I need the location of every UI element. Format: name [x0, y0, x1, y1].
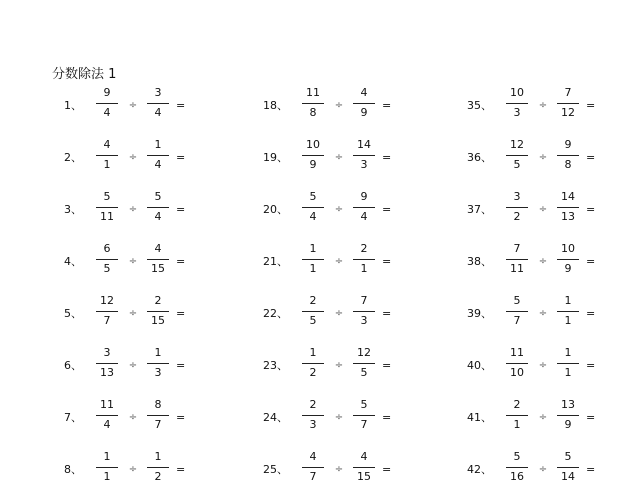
equals-sign: = [176, 203, 186, 216]
fraction-bar [147, 467, 169, 468]
numerator: 3 [154, 86, 162, 99]
fraction-bar [96, 259, 118, 260]
fraction-bar [302, 155, 324, 156]
denominator: 3 [360, 314, 368, 327]
dividend-fraction [300, 242, 326, 282]
fraction-bar [302, 311, 324, 312]
numerator: 11 [306, 86, 320, 99]
equals-sign: = [176, 359, 186, 372]
denominator: 3 [513, 106, 521, 119]
divisor-fraction [145, 346, 171, 386]
fraction-bar [96, 311, 118, 312]
denominator: 1 [103, 470, 111, 483]
problem-item [46, 294, 216, 334]
divide-sign: ÷ [334, 360, 344, 371]
numerator: 4 [309, 450, 317, 463]
numerator: 14 [561, 190, 575, 203]
dividend-fraction [504, 86, 530, 126]
divide-sign: ÷ [128, 152, 138, 163]
problem-number: 7、 [64, 411, 82, 424]
fraction-bar [96, 103, 118, 104]
dividend-fraction [94, 86, 120, 126]
fraction-bar [353, 467, 375, 468]
problem-number: 37、 [467, 203, 492, 216]
denominator: 3 [154, 366, 162, 379]
divide-sign: ÷ [538, 464, 548, 475]
problem-number: 23、 [263, 359, 288, 372]
problem-number: 36、 [467, 151, 492, 164]
equals-sign: = [586, 255, 596, 268]
denominator: 4 [103, 418, 111, 431]
problem-item [46, 138, 216, 178]
fraction-bar [557, 415, 579, 416]
denominator: 4 [154, 106, 162, 119]
divisor-fraction [555, 138, 581, 178]
denominator: 7 [309, 470, 317, 483]
problem-number: 5、 [64, 307, 82, 320]
numerator: 5 [513, 294, 521, 307]
divide-sign: ÷ [538, 152, 548, 163]
divide-sign: ÷ [538, 308, 548, 319]
numerator: 1 [154, 346, 162, 359]
fraction-bar [96, 363, 118, 364]
problem-number: 38、 [467, 255, 492, 268]
numerator: 5 [360, 398, 368, 411]
denominator: 7 [103, 314, 111, 327]
denominator: 16 [510, 470, 524, 483]
problem-item [456, 138, 626, 178]
divide-sign: ÷ [334, 256, 344, 267]
equals-sign: = [382, 99, 392, 112]
equals-sign: = [382, 359, 392, 372]
problem-item [46, 86, 216, 126]
problem-item [46, 190, 216, 230]
divide-sign: ÷ [538, 256, 548, 267]
divisor-fraction [351, 294, 377, 334]
denominator: 9 [564, 418, 572, 431]
fraction-bar [96, 207, 118, 208]
problem-item [456, 86, 626, 126]
fraction-bar [302, 415, 324, 416]
dividend-fraction [94, 190, 120, 230]
fraction-bar [506, 259, 528, 260]
numerator: 13 [561, 398, 575, 411]
denominator: 3 [360, 158, 368, 171]
divide-sign: ÷ [334, 308, 344, 319]
numerator: 10 [561, 242, 575, 255]
fraction-bar [557, 363, 579, 364]
equals-sign: = [176, 411, 186, 424]
dividend-fraction [94, 294, 120, 334]
divide-sign: ÷ [128, 100, 138, 111]
divisor-fraction [351, 450, 377, 490]
numerator: 2 [513, 398, 521, 411]
fraction-bar [96, 415, 118, 416]
problem-number: 6、 [64, 359, 82, 372]
denominator: 14 [561, 470, 575, 483]
dividend-fraction [300, 398, 326, 438]
problem-item [252, 294, 422, 334]
divisor-fraction [555, 450, 581, 490]
numerator: 11 [510, 346, 524, 359]
fraction-bar [302, 207, 324, 208]
denominator: 5 [309, 314, 317, 327]
denominator: 1 [309, 262, 317, 275]
numerator: 5 [103, 190, 111, 203]
divisor-fraction [145, 86, 171, 126]
denominator: 9 [360, 106, 368, 119]
problem-number: 35、 [467, 99, 492, 112]
divide-sign: ÷ [128, 256, 138, 267]
equals-sign: = [382, 203, 392, 216]
equals-sign: = [176, 463, 186, 476]
equals-sign: = [382, 411, 392, 424]
fraction-bar [96, 155, 118, 156]
divisor-fraction [351, 242, 377, 282]
problem-number: 39、 [467, 307, 492, 320]
numerator: 5 [309, 190, 317, 203]
denominator: 11 [100, 210, 114, 223]
problem-item [252, 450, 422, 490]
fraction-bar [557, 311, 579, 312]
denominator: 2 [309, 366, 317, 379]
numerator: 3 [103, 346, 111, 359]
denominator: 9 [564, 262, 572, 275]
dividend-fraction [94, 398, 120, 438]
divisor-fraction [555, 86, 581, 126]
fraction-bar [147, 311, 169, 312]
numerator: 9 [564, 138, 572, 151]
dividend-fraction [300, 450, 326, 490]
equals-sign: = [382, 307, 392, 320]
fraction-bar [96, 467, 118, 468]
problem-item [252, 398, 422, 438]
dividend-fraction [94, 346, 120, 386]
numerator: 4 [360, 86, 368, 99]
numerator: 5 [513, 450, 521, 463]
denominator: 5 [513, 158, 521, 171]
divide-sign: ÷ [128, 360, 138, 371]
problem-number: 4、 [64, 255, 82, 268]
denominator: 2 [513, 210, 521, 223]
divide-sign: ÷ [128, 204, 138, 215]
divide-sign: ÷ [538, 100, 548, 111]
divisor-fraction [555, 398, 581, 438]
fraction-bar [353, 363, 375, 364]
numerator: 10 [306, 138, 320, 151]
problem-item [456, 242, 626, 282]
equals-sign: = [586, 359, 596, 372]
fraction-bar [557, 467, 579, 468]
fraction-bar [302, 259, 324, 260]
numerator: 1 [564, 294, 572, 307]
numerator: 1 [154, 138, 162, 151]
divisor-fraction [145, 450, 171, 490]
numerator: 1 [309, 242, 317, 255]
denominator: 11 [510, 262, 524, 275]
denominator: 1 [564, 314, 572, 327]
denominator: 15 [151, 314, 165, 327]
fraction-bar [353, 103, 375, 104]
equals-sign: = [586, 307, 596, 320]
problem-item [46, 346, 216, 386]
dividend-fraction [504, 294, 530, 334]
equals-sign: = [586, 463, 596, 476]
problem-number: 24、 [263, 411, 288, 424]
problem-item [46, 242, 216, 282]
fraction-bar [506, 467, 528, 468]
equals-sign: = [586, 411, 596, 424]
problem-number: 1、 [64, 99, 82, 112]
divisor-fraction [145, 138, 171, 178]
dividend-fraction [300, 138, 326, 178]
problem-number: 40、 [467, 359, 492, 372]
problem-item [252, 86, 422, 126]
denominator: 5 [360, 366, 368, 379]
divide-sign: ÷ [538, 360, 548, 371]
denominator: 13 [100, 366, 114, 379]
dividend-fraction [300, 86, 326, 126]
divisor-fraction [555, 242, 581, 282]
problem-item [252, 346, 422, 386]
divisor-fraction [555, 346, 581, 386]
denominator: 4 [154, 210, 162, 223]
divide-sign: ÷ [538, 412, 548, 423]
divisor-fraction [351, 138, 377, 178]
divisor-fraction [145, 242, 171, 282]
fraction-bar [147, 363, 169, 364]
numerator: 7 [564, 86, 572, 99]
equals-sign: = [176, 307, 186, 320]
problem-number: 41、 [467, 411, 492, 424]
numerator: 6 [103, 242, 111, 255]
denominator: 8 [309, 106, 317, 119]
divisor-fraction [351, 346, 377, 386]
equals-sign: = [382, 151, 392, 164]
denominator: 7 [360, 418, 368, 431]
denominator: 8 [564, 158, 572, 171]
worksheet-title: 分数除法 1 [52, 67, 117, 82]
numerator: 9 [103, 86, 111, 99]
divide-sign: ÷ [128, 412, 138, 423]
dividend-fraction [300, 346, 326, 386]
fraction-bar [506, 207, 528, 208]
numerator: 3 [513, 190, 521, 203]
equals-sign: = [586, 151, 596, 164]
denominator: 2 [154, 470, 162, 483]
divide-sign: ÷ [334, 152, 344, 163]
divisor-fraction [555, 190, 581, 230]
dividend-fraction [504, 190, 530, 230]
equals-sign: = [382, 255, 392, 268]
equals-sign: = [586, 99, 596, 112]
fraction-bar [353, 311, 375, 312]
divisor-fraction [351, 86, 377, 126]
problem-number: 2、 [64, 151, 82, 164]
numerator: 14 [357, 138, 371, 151]
divide-sign: ÷ [538, 204, 548, 215]
numerator: 5 [154, 190, 162, 203]
numerator: 7 [513, 242, 521, 255]
denominator: 9 [309, 158, 317, 171]
problem-item [46, 450, 216, 490]
divisor-fraction [351, 398, 377, 438]
problem-number: 21、 [263, 255, 288, 268]
fraction-bar [302, 363, 324, 364]
denominator: 13 [561, 210, 575, 223]
problem-number: 20、 [263, 203, 288, 216]
fraction-bar [506, 363, 528, 364]
fraction-bar [147, 207, 169, 208]
fraction-bar [506, 155, 528, 156]
dividend-fraction [300, 294, 326, 334]
divide-sign: ÷ [334, 204, 344, 215]
numerator: 9 [360, 190, 368, 203]
numerator: 8 [154, 398, 162, 411]
problem-item [252, 190, 422, 230]
dividend-fraction [504, 138, 530, 178]
denominator: 1 [103, 158, 111, 171]
denominator: 4 [154, 158, 162, 171]
denominator: 15 [357, 470, 371, 483]
fraction-bar [147, 155, 169, 156]
numerator: 2 [309, 398, 317, 411]
fraction-bar [147, 103, 169, 104]
divisor-fraction [555, 294, 581, 334]
problem-item [46, 398, 216, 438]
denominator: 4 [360, 210, 368, 223]
numerator: 5 [564, 450, 572, 463]
divide-sign: ÷ [334, 412, 344, 423]
divisor-fraction [145, 294, 171, 334]
fraction-bar [302, 103, 324, 104]
fraction-bar [506, 103, 528, 104]
equals-sign: = [176, 255, 186, 268]
numerator: 1 [564, 346, 572, 359]
dividend-fraction [504, 398, 530, 438]
divide-sign: ÷ [334, 464, 344, 475]
numerator: 4 [103, 138, 111, 151]
numerator: 10 [510, 86, 524, 99]
numerator: 1 [309, 346, 317, 359]
problem-number: 42、 [467, 463, 492, 476]
divide-sign: ÷ [128, 308, 138, 319]
divisor-fraction [145, 190, 171, 230]
denominator: 7 [513, 314, 521, 327]
numerator: 2 [360, 242, 368, 255]
problem-item [456, 346, 626, 386]
denominator: 4 [103, 106, 111, 119]
dividend-fraction [504, 242, 530, 282]
divisor-fraction [145, 398, 171, 438]
numerator: 1 [154, 450, 162, 463]
divide-sign: ÷ [334, 100, 344, 111]
dividend-fraction [504, 450, 530, 490]
dividend-fraction [300, 190, 326, 230]
numerator: 12 [357, 346, 371, 359]
numerator: 4 [154, 242, 162, 255]
problem-number: 19、 [263, 151, 288, 164]
fraction-bar [557, 103, 579, 104]
problem-number: 3、 [64, 203, 82, 216]
problem-item [456, 190, 626, 230]
numerator: 1 [103, 450, 111, 463]
numerator: 12 [100, 294, 114, 307]
problem-number: 22、 [263, 307, 288, 320]
dividend-fraction [94, 242, 120, 282]
numerator: 2 [309, 294, 317, 307]
divide-sign: ÷ [128, 464, 138, 475]
problem-number: 8、 [64, 463, 82, 476]
problem-number: 18、 [263, 99, 288, 112]
fraction-bar [147, 259, 169, 260]
fraction-bar [353, 259, 375, 260]
denominator: 3 [309, 418, 317, 431]
denominator: 1 [360, 262, 368, 275]
fraction-bar [557, 207, 579, 208]
denominator: 10 [510, 366, 524, 379]
fraction-bar [302, 467, 324, 468]
dividend-fraction [94, 450, 120, 490]
problem-item [456, 398, 626, 438]
denominator: 1 [513, 418, 521, 431]
numerator: 4 [360, 450, 368, 463]
numerator: 7 [360, 294, 368, 307]
denominator: 5 [103, 262, 111, 275]
fraction-bar [506, 415, 528, 416]
fraction-bar [557, 259, 579, 260]
fraction-bar [557, 155, 579, 156]
fraction-bar [353, 415, 375, 416]
denominator: 1 [564, 366, 572, 379]
dividend-fraction [504, 346, 530, 386]
problem-item [252, 242, 422, 282]
equals-sign: = [586, 203, 596, 216]
problem-number: 25、 [263, 463, 288, 476]
problem-item [252, 138, 422, 178]
denominator: 12 [561, 106, 575, 119]
equals-sign: = [382, 463, 392, 476]
denominator: 7 [154, 418, 162, 431]
denominator: 4 [309, 210, 317, 223]
fraction-bar [147, 415, 169, 416]
equals-sign: = [176, 99, 186, 112]
equals-sign: = [176, 151, 186, 164]
denominator: 15 [151, 262, 165, 275]
numerator: 12 [510, 138, 524, 151]
problem-item [456, 294, 626, 334]
divisor-fraction [351, 190, 377, 230]
problem-item [456, 450, 626, 490]
dividend-fraction [94, 138, 120, 178]
fraction-bar [353, 207, 375, 208]
fraction-bar [506, 311, 528, 312]
numerator: 2 [154, 294, 162, 307]
fraction-bar [353, 155, 375, 156]
numerator: 11 [100, 398, 114, 411]
